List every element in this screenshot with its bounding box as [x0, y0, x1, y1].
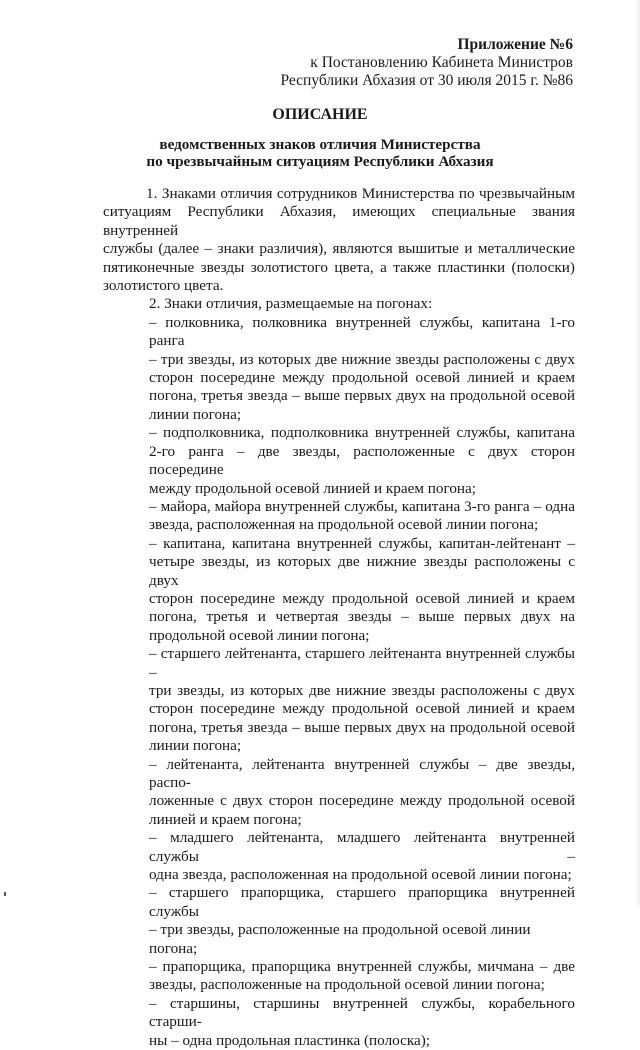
text-line: погона, третья звезда – выше первых двух на продольной осевой: [149, 387, 575, 405]
text-line: 2-го ранга – две звезды, расположенные с двух сторон посередине: [149, 442, 575, 479]
document-title: ОПИСАНИЕ: [272, 106, 368, 123]
list-item: [103, 424, 575, 498]
text-line: – старшего прапорщика, старшего прапорщика внутренней службы: [149, 884, 575, 920]
text-line: ситуациям Республики Абхазия, имеющих специальные звания внутренней: [103, 203, 575, 239]
text-line: сторон посередине между продольной осевой линией и краем: [149, 700, 575, 718]
text-line: одна звезда, расположенная на продольной осевой линии погона;: [149, 866, 572, 884]
list-item: [103, 756, 575, 830]
list-item: [103, 958, 575, 995]
list-item: [103, 535, 575, 645]
text-line: ны – одна продольная пластинка (полоска);: [149, 1031, 431, 1049]
list-item: [103, 995, 575, 1050]
text-line: пятиконечные звезды золотистого цвета, а также пластинки (полоски): [103, 258, 575, 276]
text-line: ложенные с двух сторон посередине между продольной осевой: [149, 792, 575, 810]
document-subtitle-line: по чрезвычайным ситуациям Республики Абхазия: [146, 153, 494, 170]
text-line: четыре звезды, из которых две нижние звезды расположены с двух: [149, 553, 575, 589]
text-line: погона, третья звезда – выше первых двух на продольной осевой: [149, 718, 575, 736]
text-line: – три звезды, расположенные на продольной осевой линии погона;: [149, 921, 531, 957]
text-line: 2. Знаки отличия, размещаемые на погонах:: [149, 295, 433, 313]
document-body: [103, 185, 575, 1050]
appendix-reference-date: Республики Абхазия от 30 июля 2015 г. №86: [280, 72, 573, 89]
paragraph-1: [103, 185, 575, 295]
text-line: звезда, расположенная на продольной осевой линии погона;: [149, 516, 539, 534]
text-line: продольной осевой линии погона;: [149, 626, 370, 644]
text-line: – три звезды, из которых две нижние звезды расположены с двух: [149, 350, 575, 368]
text-line: между продольной осевой линией и краем погона;: [149, 479, 477, 497]
text-line: сторон посередине между продольной осевой линией и краем: [149, 589, 575, 607]
text-line: 1. Знаками отличия сотрудников Министерства по чрезвычайным: [146, 185, 575, 202]
text-line: линии погона;: [149, 737, 242, 755]
list-item: [103, 645, 575, 755]
text-line: погона, третья и четвертая звезды – выше первых двух на: [149, 608, 575, 626]
document-subtitle-line: ведомственных знаков отличия Министерства: [159, 136, 481, 153]
appendix-reference: к Постановлению Кабинета Министров: [310, 54, 573, 71]
text-line: золотистого цвета.: [103, 277, 224, 295]
list-item: [103, 314, 575, 424]
paragraph-2-heading: [103, 295, 575, 313]
text-line: – полковника, полковника внутренней службы, капитана 1-го ранга: [149, 313, 575, 350]
text-line: звезды, расположенные на продольной осевой линии погона;: [149, 976, 545, 994]
text-line: – майора, майора внутренней службы, капитана 3-го ранга – одна: [149, 497, 575, 515]
text-line: линии погона;: [149, 405, 242, 423]
page-edge-shadow: [635, 0, 640, 905]
text-line: – капитана, капитана внутренней службы, капитан-лейтенант –: [149, 534, 575, 552]
text-line: – старшего лейтенанта, старшего лейтенанта внутренней службы –: [149, 645, 575, 681]
text-line: – подполковника, подполковника внутренней службы, капитана: [149, 424, 575, 442]
text-line: – лейтенанта, лейтенанта внутренней службы – две звезды, распо-: [149, 755, 575, 791]
appendix-number: Приложение №6: [457, 36, 573, 53]
list-item: [103, 498, 575, 535]
list-item: [103, 884, 575, 958]
text-line: – старшины, старшины внутренней службы, корабельного старши-: [149, 994, 575, 1031]
text-line: сторон посередине между продольной осевой линией и краем: [149, 369, 575, 387]
text-line: три звезды, из которых две нижние звезды расположены с двух: [149, 681, 575, 699]
scan-artifact: [4, 892, 6, 896]
text-line: – младшего лейтенанта, младшего лейтенанта внутренней службы –: [149, 829, 575, 865]
text-line: – прапорщика, прапорщика внутренней службы, мичмана – две: [149, 958, 575, 976]
list-item: [103, 829, 575, 884]
text-line: службы (далее – знаки различия), являются вышитые и металлические: [103, 240, 575, 258]
text-line: линией и краем погона;: [149, 810, 302, 828]
